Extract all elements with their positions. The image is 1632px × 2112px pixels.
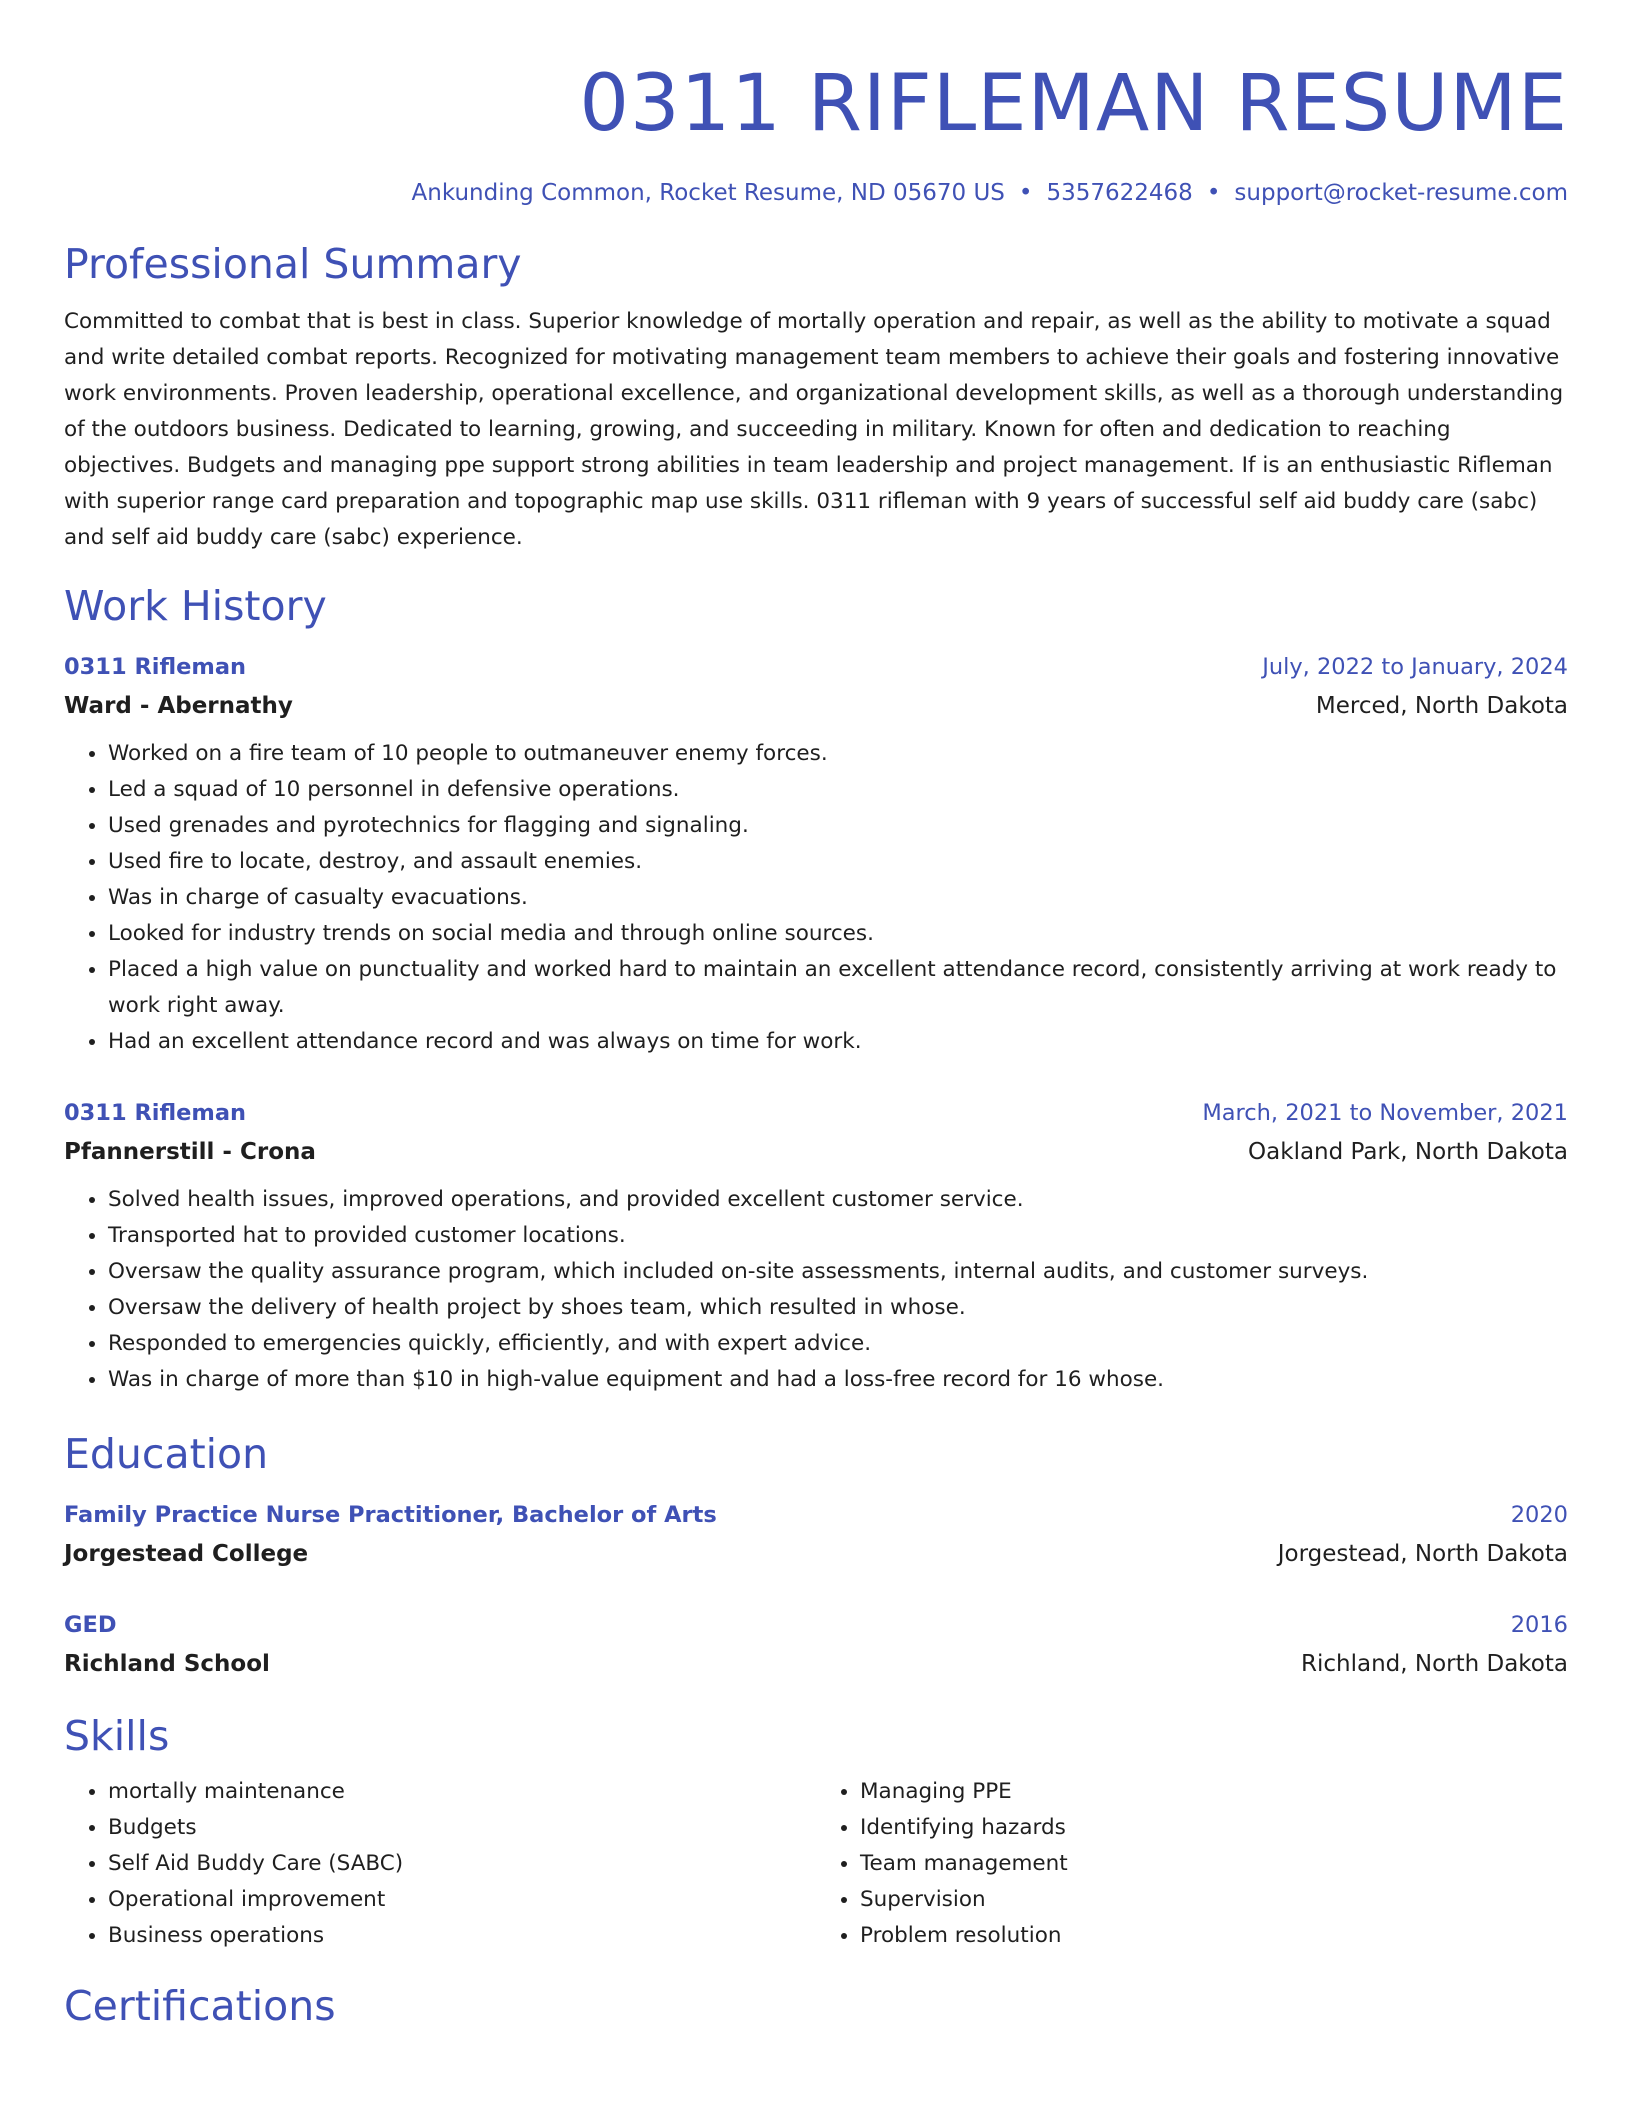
education-heading: Education (64, 1430, 269, 1478)
job-bullet: • Oversaw the quality assurance program, which included on-site assessments, internal audits, and customer surveys. (108, 1254, 1568, 1290)
education-year: 2016 (1510, 1612, 1568, 1638)
skills-heading: Skills (64, 1712, 170, 1760)
contact-separator: • (1206, 180, 1221, 206)
job-bullet: • Worked on a fire team of 10 people to outmaneuver enemy forces. (108, 736, 1568, 772)
job-bullet: • Placed a high value on punctuality and worked hard to maintain an excellent attendance record, consistently arriving at work ready to work right away. (108, 952, 1568, 1024)
education-location: Richland, North Dakota (1300, 1651, 1568, 1677)
job-bullet: • Responded to emergencies quickly, efficiently, and with expert advice. (108, 1326, 1568, 1362)
education-degree: Family Practice Nurse Practitioner, Bachelor of Arts (64, 1502, 717, 1528)
contact-phone: 5357622468 (1046, 180, 1193, 206)
job-bullet: • Looked for industry trends on social media and through online sources. (108, 916, 1568, 952)
contact-line (64, 176, 1568, 210)
job-dates: March, 2021 to November, 2021 (1202, 1100, 1568, 1126)
education-entry (64, 1606, 1568, 1684)
job-role: 0311 Rifleman (64, 654, 247, 680)
certifications-heading: Certifications (64, 1982, 336, 2030)
job-company: Pfannerstill - Crona (64, 1139, 316, 1165)
job-company: Ward - Abernathy (64, 693, 293, 719)
skill-item: • Managing PPE (860, 1774, 1568, 1810)
job-role: 0311 Rifleman (64, 1100, 247, 1126)
skill-item: • Supervision (860, 1882, 1568, 1918)
skill-item: • Identifying hazards (860, 1810, 1568, 1846)
job-location: Oakland Park, North Dakota (1248, 1139, 1568, 1165)
skill-item: • Self Aid Buddy Care (SABC) (108, 1846, 816, 1882)
skill-item: • Team management (860, 1846, 1568, 1882)
skills-column-right (816, 1774, 1568, 1954)
job-bullet: • Oversaw the delivery of health project by shoes team, which resulted in whose. (108, 1290, 1568, 1326)
summary-text: Committed to combat that is best in class. Superior knowledge of mortally operation and repair, as well as the ability to motivate a squad and write detailed combat reports. Recognized for motivating management team members to achieve their goals and fostering innovative work environments. Proven leadership, operational excellence, and organizational development skills, as well as a thorough understanding of the outdoors business. Dedicated to learning, growing, and succeeding in military. Known for often and dedication to reaching objectives. Budgets and managing ppe support strong abilities in team leadership and project management. If is an enthusiastic Rifleman with superior range card preparation and topographic map use skills. 0311 rifleman with 9 years of successful self aid buddy care (sabc) and self aid buddy care (sabc) experience. (64, 309, 1564, 550)
education-school: Richland School (64, 1651, 270, 1677)
job-entry (64, 1094, 1568, 1398)
job-bullet: • Solved health issues, improved operations, and provided excellent customer service. (108, 1182, 1568, 1218)
job-bullets (64, 736, 1568, 1060)
job-dates: July, 2022 to January, 2024 (1262, 654, 1568, 680)
job-bullet: • Used fire to locate, destroy, and assault enemies. (108, 844, 1568, 880)
skill-item: • Budgets (108, 1810, 816, 1846)
skill-item: • mortally maintenance (108, 1774, 816, 1810)
job-bullets (64, 1182, 1568, 1398)
skill-item: • Business operations (108, 1918, 816, 1954)
skills-column-left (64, 1774, 816, 1954)
education-degree: GED (64, 1612, 117, 1638)
education-location: Jorgestead, North Dakota (1277, 1541, 1568, 1567)
contact-email: support@rocket-resume.com (1234, 180, 1568, 206)
work-history-heading: Work History (64, 582, 327, 630)
job-bullet: • Used grenades and pyrotechnics for flagging and signaling. (108, 808, 1568, 844)
job-entry (64, 648, 1568, 1060)
resume-title: 0311 RIFLEMAN RESUME (579, 59, 1568, 149)
skill-item: • Problem resolution (860, 1918, 1568, 1954)
summary-heading: Professional Summary (64, 240, 522, 288)
education-year: 2020 (1510, 1502, 1568, 1528)
job-bullet: • Had an excellent attendance record and was always on time for work. (108, 1024, 1568, 1060)
job-location: Merced, North Dakota (1315, 693, 1568, 719)
contact-separator: • (1018, 180, 1033, 206)
education-school: Jorgestead College (64, 1541, 309, 1567)
job-bullet: • Was in charge of casualty evacuations. (108, 880, 1568, 916)
contact-address: Ankunding Common, Rocket Resume, ND 05670 US (411, 180, 1005, 206)
skill-item: • Operational improvement (108, 1882, 816, 1918)
education-entry (64, 1496, 1568, 1574)
job-bullet: • Was in charge of more than $10 in high-value equipment and had a loss-free record for 16 whose. (108, 1362, 1568, 1398)
job-bullet: • Led a squad of 10 personnel in defensive operations. (108, 772, 1568, 808)
job-bullet: • Transported hat to provided customer locations. (108, 1218, 1568, 1254)
skills-list (64, 1774, 1568, 1954)
